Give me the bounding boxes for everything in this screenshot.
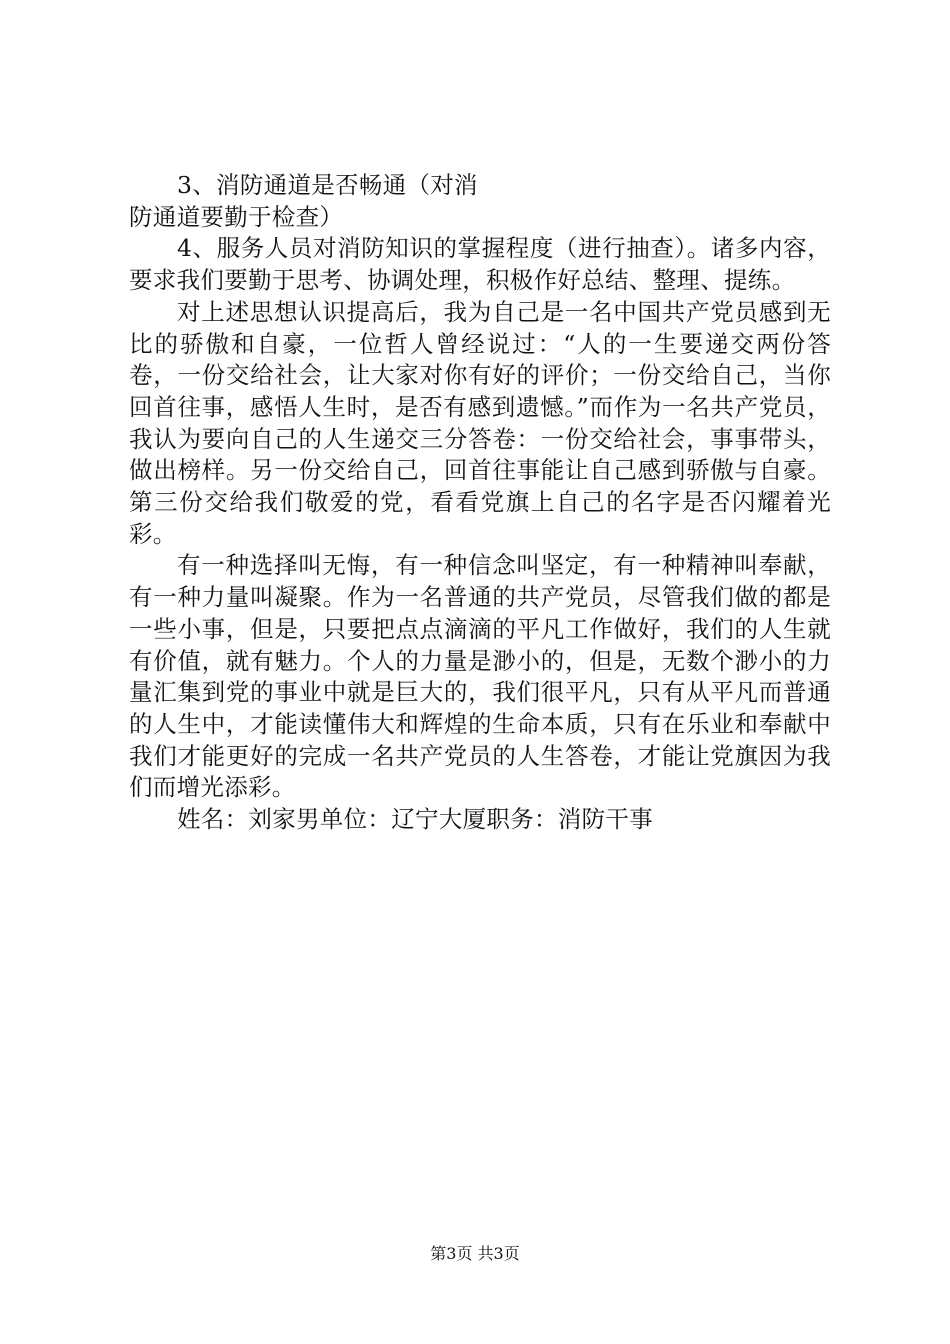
page-number-footer: 第3页 共3页 [430,1244,520,1263]
paragraph-staff-knowledge: 4、服务人员对消防知识的掌握程度（进行抽查）。诸多内容，要求我们要勤于思考、协调处理，积极作好总结、整理、提练。 [129,234,831,295]
paragraph-party-member-pride: 对上述思想认识提高后，我为自己是一名中国共产党员感到无比的骄傲和自豪，一位哲人曾经说过：“人的一生要递交两份答卷，一份交给社会，让大家对你有好的评价；一份交给自己，当你回首往事，感悟人生时，是否有感到遗憾。”而作为一名共产党员，我认为要向自己的人生递交三分答卷：一份交给社会，事事带头，做出榜样。另一份交给自己，回首往事能让自己感到骄傲与自豪。第三份交给我们敬爱的党，看看党旗上自己的名字是否闪耀着光彩。 [129,297,831,548]
paragraph-fire-passage: 3、消防通道是否畅通（对消 [177,171,478,199]
author-signature-line: 姓名：刘家男单位：辽宁大厦职务：消防干事 [177,805,653,834]
document-body [129,170,831,836]
paragraph-fire-passage-continued: 防通道要勤于检查） [129,202,344,231]
paragraph-dedication: 有一种选择叫无悔，有一种信念叫坚定，有一种精神叫奉献，有一种力量叫凝聚。作为一名普通的共产党员，尽管我们做的都是一些小事，但是，只要把点点滴滴的平凡工作做好，我们的人生就有价值，就有魅力。个人的力量是渺小的，但是，无数个渺小的力量汇集到党的事业中就是巨大的，我们很平凡，只有从平凡而普通的人生中，才能读懂伟大和辉煌的生命本质，只有在乐业和奉献中我们才能更好的完成一名共产党员的人生答卷，才能让党旗因为我们而增光添彩。 [129,551,831,802]
